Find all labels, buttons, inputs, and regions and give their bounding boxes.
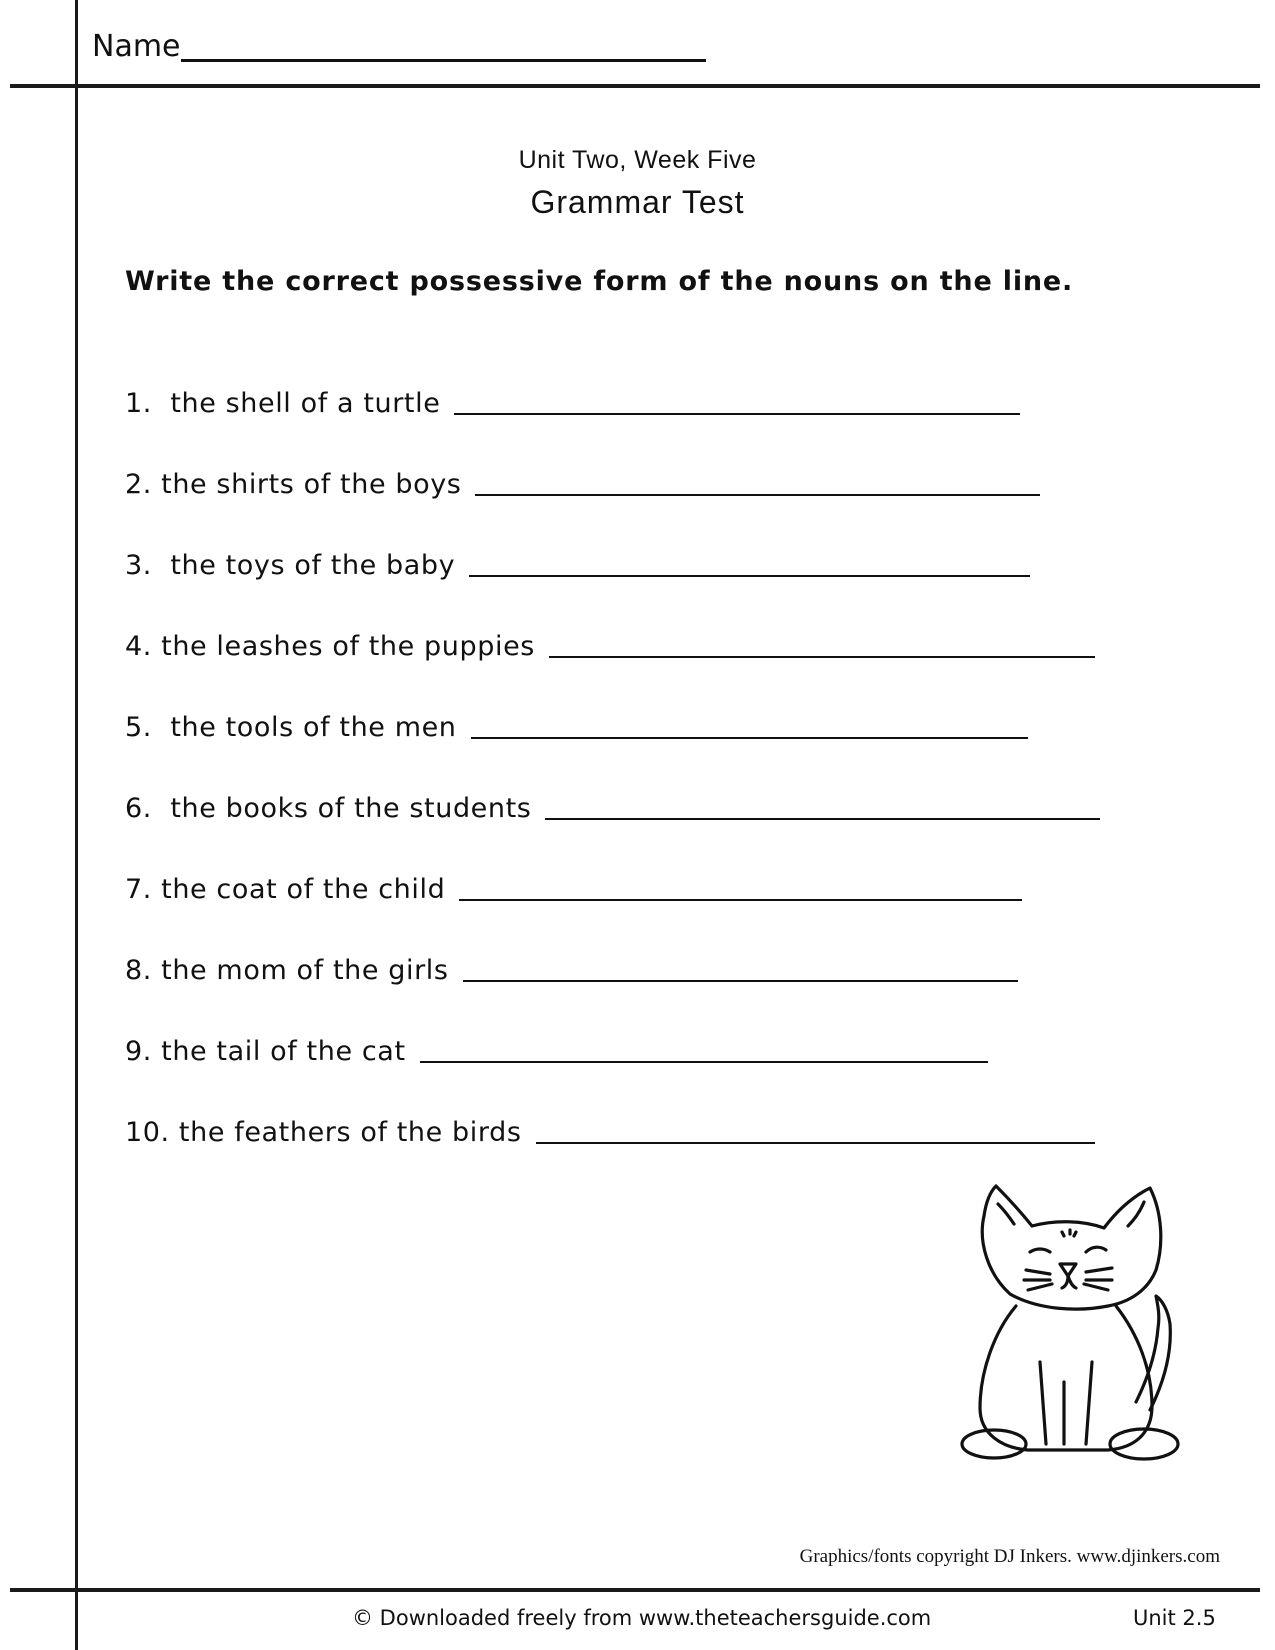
answer-line[interactable] xyxy=(469,575,1030,577)
question-item xyxy=(125,907,1225,988)
question-text: 6. the books of the students xyxy=(125,793,532,824)
answer-line[interactable] xyxy=(549,656,1095,658)
instruction-text: Write the correct possessive form of the nouns on the line. xyxy=(125,266,1074,297)
question-text: 2. the shirts of the boys xyxy=(125,469,462,500)
page-title: Grammar Test xyxy=(530,184,745,220)
answer-line[interactable] xyxy=(463,980,1018,982)
answer-line[interactable] xyxy=(454,413,1020,415)
question-item xyxy=(125,1069,1225,1150)
question-item xyxy=(125,664,1225,745)
cat-drawing-icon xyxy=(958,1182,1188,1464)
footer-source: © Downloaded freely from www.theteachersguide.com xyxy=(352,1606,932,1630)
question-item xyxy=(125,502,1225,583)
name-row xyxy=(92,30,706,64)
header-rule xyxy=(10,84,1260,88)
question-item xyxy=(125,340,1225,421)
answer-line[interactable] xyxy=(420,1061,988,1063)
question-item xyxy=(125,421,1225,502)
question-list xyxy=(125,340,1225,1150)
question-item xyxy=(125,826,1225,907)
question-text: 3. the toys of the baby xyxy=(125,550,456,581)
answer-line[interactable] xyxy=(545,818,1100,820)
question-item xyxy=(125,988,1225,1069)
question-text: 10. the feathers of the birds xyxy=(125,1117,522,1148)
question-item xyxy=(125,745,1225,826)
question-text: 9. the tail of the cat xyxy=(125,1036,406,1067)
unit-subtitle: Unit Two, Week Five xyxy=(518,146,757,174)
name-label: Name xyxy=(92,29,181,64)
question-item xyxy=(125,583,1225,664)
answer-line[interactable] xyxy=(475,494,1040,496)
question-text: 1. the shell of a turtle xyxy=(125,388,441,419)
question-text: 5. the tools of the men xyxy=(125,712,457,743)
question-text: 8. the mom of the girls xyxy=(125,955,449,986)
answer-line[interactable] xyxy=(536,1142,1095,1144)
name-field[interactable] xyxy=(181,59,706,62)
question-text: 7. the coat of the child xyxy=(125,874,446,905)
footer-rule xyxy=(10,1588,1260,1592)
footer-unit: Unit 2.5 xyxy=(1133,1606,1216,1630)
margin-vertical-rule xyxy=(75,0,78,1650)
question-text: 4. the leashes of the puppies xyxy=(125,631,535,662)
answer-line[interactable] xyxy=(459,899,1022,901)
answer-line[interactable] xyxy=(471,737,1028,739)
copyright-credit: Graphics/fonts copyright DJ Inkers. www.djinkers.com xyxy=(799,1546,1220,1567)
